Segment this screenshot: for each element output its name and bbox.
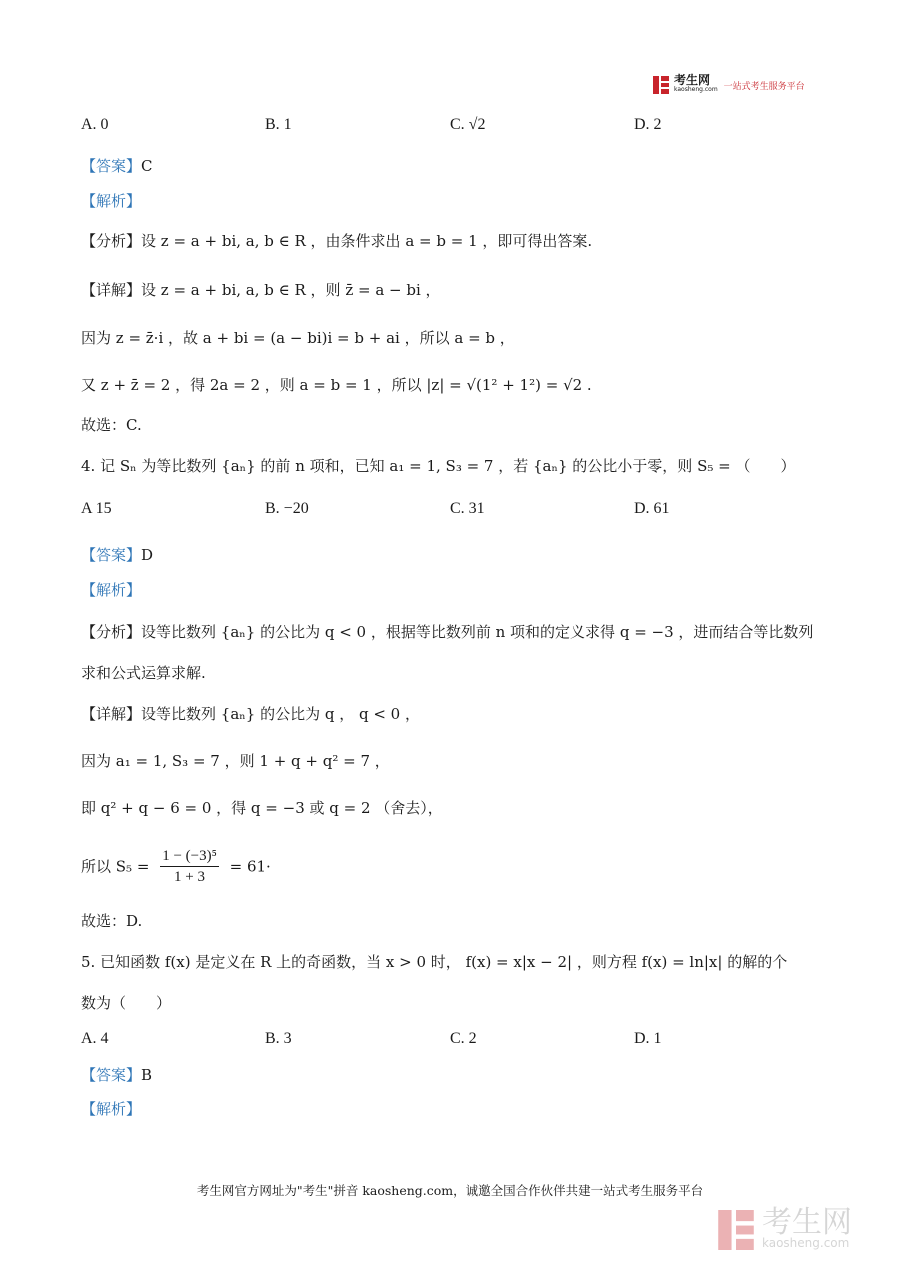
q5-stem-2: 数为（ ） [81, 994, 172, 1012]
fenxi-text: 设等比数列 {aₙ} 的公比为 q < 0 ，根据等比数列前 n 项和的定义求得 q = −3 ，进而结合等比数列 [141, 623, 814, 641]
q4-xiangjie [81, 703, 420, 725]
q5-option-c: C. 2 [450, 1030, 477, 1047]
q3-xiangjie [81, 279, 441, 301]
q4-option-c: C. 31 [450, 500, 485, 517]
fraction-numerator: 1 − (−3)⁵ [160, 846, 219, 867]
fraction-denominator: 1 + 3 [174, 869, 205, 885]
q4-fenxi [81, 621, 813, 643]
q3-conclusion: 故选：C. [81, 416, 142, 434]
q4-fenxi-cont: 求和公式运算求解. [81, 664, 206, 682]
answer-tag: 【答案】 [81, 546, 142, 564]
logo-slogan: 一站式考生服务平台 [723, 81, 805, 92]
q3-jiexi-tag: 【解析】 [81, 192, 142, 210]
xiangjie-text: 设 z = a + bi, a, b ∈ R ，则 z̄ = a − bi ， [141, 281, 441, 299]
xiangjie-tag: 【详解】 [81, 281, 142, 299]
answer-tag: 【答案】 [81, 1066, 142, 1084]
step-prefix: 所以 S₅ = [81, 857, 150, 876]
q4-option-a: A 15 [81, 500, 112, 517]
answer-value: C [141, 157, 153, 175]
q4-option-d: D. 61 [634, 500, 670, 517]
q3-step-1: 因为 z = z̄·i ，故 a + bi = (a − bi)i = b + ai ，所以 a = b ， [81, 329, 515, 347]
logo-text: 考生网 [674, 73, 711, 87]
q4-step-2: 即 q² + q − 6 = 0 ，得 q = −3 或 q = 2 （舍去）， [81, 799, 443, 817]
q3-option-a: A. 0 [81, 116, 109, 133]
q3-option-b: B. 1 [265, 116, 292, 133]
q3-option-d: D. 2 [634, 116, 662, 133]
q4-step-3 [81, 846, 271, 892]
fenxi-tag: 【分析】 [81, 232, 142, 250]
step-suffix: = 61· [229, 857, 271, 876]
answer-value: D [141, 546, 154, 564]
q5-jiexi-tag: 【解析】 [81, 1100, 142, 1118]
logo-sub: kaosheng.com [674, 86, 718, 93]
q5-answer-line [81, 1064, 152, 1086]
q3-step-2: 又 z + z̄ = 2 ，得 2a = 2 ，则 a = b = 1 ，所以 |z| = √(1² + 1²) = √2 . [81, 376, 592, 394]
site-logo [652, 73, 805, 97]
q5-option-a: A. 4 [81, 1030, 109, 1047]
answer-tag: 【答案】 [81, 157, 142, 175]
watermark [716, 1205, 852, 1255]
xiangjie-text: 设等比数列 {aₙ} 的公比为 q ， q < 0 ， [141, 705, 420, 723]
xiangjie-tag: 【详解】 [81, 705, 142, 723]
fenxi-tag: 【分析】 [81, 623, 142, 641]
kaosheng-logo-icon [652, 75, 670, 95]
answer-value: B [141, 1066, 153, 1084]
q5-stem-1: 5. 已知函数 f(x) 是定义在 R 上的奇函数，当 x > 0 时， f(x) = x|x − 2| ，则方程 f(x) = ln|x| 的解的个 [81, 953, 788, 971]
q3-answer-line [81, 155, 153, 177]
footer-text: 考生网官方网址为"考生"拼音 kaosheng.com，诚邀全国合作伙伴共建一站式考生服务平台 [196, 1183, 704, 1198]
fenxi-text: 设 z = a + bi, a, b ∈ R ，由条件求出 a = b = 1 ，即可得出答案. [141, 232, 593, 250]
watermark-logo-icon [716, 1205, 756, 1255]
q4-step-1: 因为 a₁ = 1, S₃ = 7 ，则 1 + q + q² = 7 ， [81, 752, 390, 770]
q4-stem: 4. 记 Sₙ 为等比数列 {aₙ} 的前 n 项和，已知 a₁ = 1, S₃ = 7 ，若 {aₙ} 的公比小于零，则 S₅ = （ ） [81, 457, 796, 475]
q4-answer-line [81, 544, 153, 566]
q4-conclusion: 故选：D. [81, 912, 143, 930]
q5-option-d: D. 1 [634, 1030, 662, 1047]
q4-jiexi-tag: 【解析】 [81, 581, 142, 599]
watermark-sub: kaosheng.com [762, 1236, 850, 1250]
q4-option-b: B. −20 [265, 500, 309, 517]
q5-option-b: B. 3 [265, 1030, 292, 1047]
q3-option-c: C. √2 [450, 116, 486, 133]
fraction [160, 846, 219, 887]
q3-fenxi [81, 230, 592, 252]
watermark-text: 考生网 [762, 1205, 852, 1240]
